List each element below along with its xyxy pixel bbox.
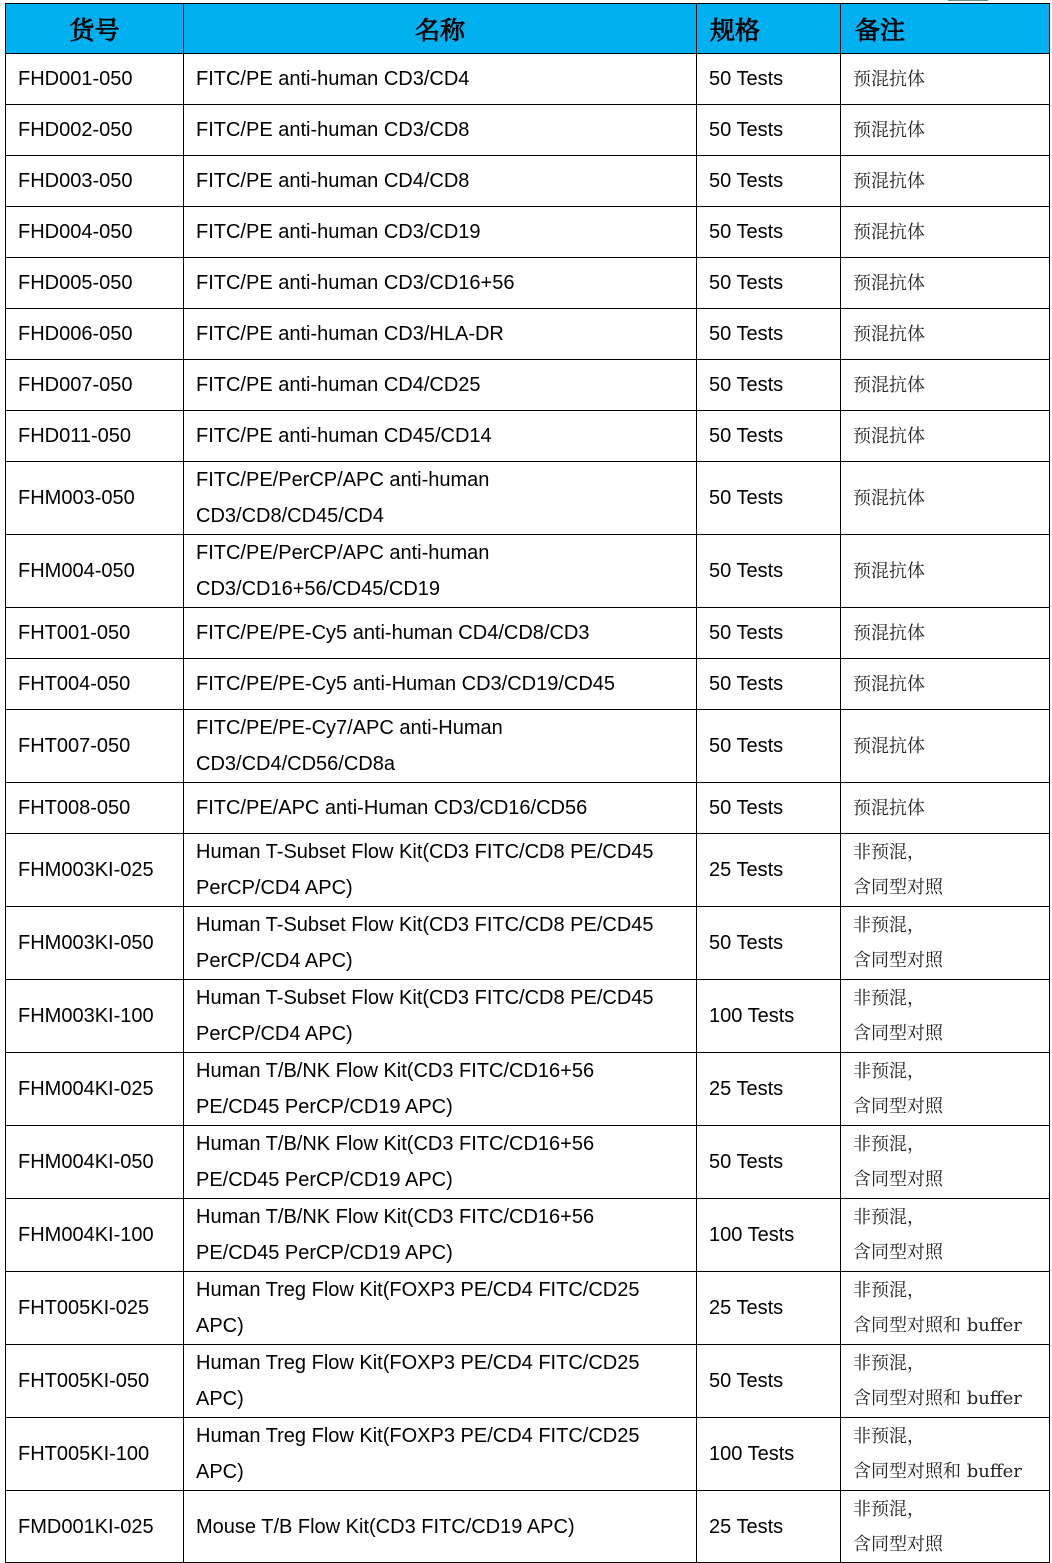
product-note-line: 含同型对照 <box>853 1169 943 1190</box>
product-spec: 50 Tests <box>697 907 841 980</box>
product-note <box>841 710 1050 783</box>
product-name-line: FITC/PE anti-human CD3/CD19 <box>196 221 481 243</box>
product-note <box>841 1199 1050 1272</box>
product-note <box>841 309 1050 360</box>
product-note-line: 非预混， <box>853 1061 925 1082</box>
product-note-line: 预混抗体 <box>853 272 925 294</box>
product-spec: 50 Tests <box>697 1126 841 1199</box>
product-note-line: 含同型对照和 buffer <box>853 1388 1022 1409</box>
product-name-line: FITC/PE/PerCP/APC anti-human <box>196 542 490 564</box>
product-name-line: CD3/CD4/CD56/CD8a <box>196 753 395 775</box>
product-code: FHD004-050 <box>6 207 184 258</box>
product-note-line: 非预混， <box>853 1426 925 1447</box>
table-row <box>6 309 1050 360</box>
table-row <box>6 1199 1050 1272</box>
product-code: FHM004KI-025 <box>6 1053 184 1126</box>
table-row <box>6 411 1050 462</box>
product-name-line: FITC/PE/PerCP/APC anti-human <box>196 469 490 491</box>
product-name-line: Human Treg Flow Kit(FOXP3 PE/CD4 FITC/CD25 <box>196 1279 640 1301</box>
product-name-line: FITC/PE/PE-Cy5 anti-human CD4/CD8/CD3 <box>196 622 590 644</box>
product-spec: 50 Tests <box>697 309 841 360</box>
product-name-line: Human Treg Flow Kit(FOXP3 PE/CD4 FITC/CD25 <box>196 1425 640 1447</box>
product-name-line: FITC/PE anti-human CD4/CD8 <box>196 170 470 192</box>
product-note-line: 预混抗体 <box>853 487 925 509</box>
product-name <box>184 207 697 258</box>
product-name-line: FITC/PE anti-human CD4/CD25 <box>196 374 481 396</box>
product-note <box>841 156 1050 207</box>
product-name-line: CD3/CD8/CD45/CD4 <box>196 505 384 527</box>
product-note <box>841 783 1050 834</box>
product-name <box>184 710 697 783</box>
product-note-line: 预混抗体 <box>853 622 925 644</box>
product-name-line: PE/CD45 PerCP/CD19 APC) <box>196 1096 453 1118</box>
product-note <box>841 980 1050 1053</box>
product-note-line: 含同型对照 <box>853 950 943 971</box>
product-name <box>184 980 697 1053</box>
table-row <box>6 907 1050 980</box>
product-code: FHM004-050 <box>6 535 184 608</box>
product-spec: 50 Tests <box>697 535 841 608</box>
product-name-line: APC) <box>196 1315 244 1337</box>
table-row <box>6 1053 1050 1126</box>
product-name <box>184 907 697 980</box>
product-note-line: 含同型对照和 buffer <box>853 1315 1022 1336</box>
product-spec: 100 Tests <box>697 1199 841 1272</box>
table-row <box>6 1345 1050 1418</box>
product-name <box>184 360 697 411</box>
product-spec: 50 Tests <box>697 207 841 258</box>
product-spec: 25 Tests <box>697 1053 841 1126</box>
product-note-line: 预混抗体 <box>853 323 925 345</box>
table-row <box>6 834 1050 907</box>
product-name <box>184 54 697 105</box>
product-code: FHM004KI-050 <box>6 1126 184 1199</box>
product-note-line: 非预混， <box>853 1353 925 1374</box>
product-code: FHM003KI-100 <box>6 980 184 1053</box>
product-name <box>184 1126 697 1199</box>
table-row <box>6 1418 1050 1491</box>
table-row <box>6 258 1050 309</box>
product-name-line: Human T/B/NK Flow Kit(CD3 FITC/CD16+56 <box>196 1060 595 1082</box>
product-code: FHD006-050 <box>6 309 184 360</box>
product-note <box>841 1126 1050 1199</box>
product-code: FHT005KI-100 <box>6 1418 184 1491</box>
product-note-line: 非预混， <box>853 988 925 1009</box>
product-spec: 50 Tests <box>697 411 841 462</box>
product-spec: 50 Tests <box>697 659 841 710</box>
product-name-line: APC) <box>196 1461 244 1483</box>
product-name-line: Human T/B/NK Flow Kit(CD3 FITC/CD16+56 <box>196 1206 595 1228</box>
product-code: FHD007-050 <box>6 360 184 411</box>
product-spec: 50 Tests <box>697 156 841 207</box>
product-code: FHT008-050 <box>6 783 184 834</box>
product-note-line: 预混抗体 <box>853 119 925 141</box>
product-name-line: Human T/B/NK Flow Kit(CD3 FITC/CD16+56 <box>196 1133 595 1155</box>
product-name-line: PE/CD45 PerCP/CD19 APC) <box>196 1242 453 1264</box>
product-note <box>841 834 1050 907</box>
table-row <box>6 105 1050 156</box>
table-row <box>6 156 1050 207</box>
product-code: FHD001-050 <box>6 54 184 105</box>
product-note-line: 预混抗体 <box>853 797 925 819</box>
product-note-line: 非预混， <box>853 1134 925 1155</box>
table-row <box>6 462 1050 535</box>
product-code: FHT004-050 <box>6 659 184 710</box>
table-row <box>6 1126 1050 1199</box>
product-note <box>841 207 1050 258</box>
product-code: FHM003KI-050 <box>6 907 184 980</box>
product-note <box>841 411 1050 462</box>
product-name <box>184 659 697 710</box>
product-note <box>841 360 1050 411</box>
product-code: FHT001-050 <box>6 608 184 659</box>
product-code: FHD011-050 <box>6 411 184 462</box>
product-note <box>841 54 1050 105</box>
product-note <box>841 1272 1050 1345</box>
product-note-line: 非预混， <box>853 1280 925 1301</box>
product-spec: 50 Tests <box>697 710 841 783</box>
product-note <box>841 462 1050 535</box>
table-row <box>6 980 1050 1053</box>
product-note-line: 预混抗体 <box>853 221 925 243</box>
product-code: FHD003-050 <box>6 156 184 207</box>
header-name: 名称 <box>184 4 697 54</box>
header-note: 备注 <box>841 4 1050 54</box>
table-row <box>6 54 1050 105</box>
table-row <box>6 783 1050 834</box>
product-note-line: 非预混， <box>853 1498 925 1520</box>
product-name-line: FITC/PE anti-human CD3/CD16+56 <box>196 272 515 294</box>
product-name-line: FITC/PE anti-human CD3/CD8 <box>196 119 470 141</box>
product-note <box>841 659 1050 710</box>
product-spec: 50 Tests <box>697 608 841 659</box>
product-spec: 50 Tests <box>697 1345 841 1418</box>
product-name-line: FITC/PE/APC anti-Human CD3/CD16/CD56 <box>196 797 588 819</box>
product-note-line: 非预混， <box>853 915 925 936</box>
product-note-line: 含同型对照 <box>853 877 943 898</box>
product-note <box>841 1345 1050 1418</box>
product-note-line: 含同型对照 <box>853 1242 943 1263</box>
product-name <box>184 1053 697 1126</box>
product-name-line: Mouse T/B Flow Kit(CD3 FITC/CD19 APC) <box>196 1515 575 1538</box>
product-name <box>184 608 697 659</box>
product-table <box>5 3 1050 1563</box>
product-note-line: 非预混， <box>853 1207 925 1228</box>
product-note <box>841 535 1050 608</box>
product-spec: 50 Tests <box>697 258 841 309</box>
product-note-line: 预混抗体 <box>853 170 925 192</box>
product-name <box>184 1345 697 1418</box>
product-name-line: FITC/PE anti-human CD45/CD14 <box>196 425 492 447</box>
product-code: FHM004KI-100 <box>6 1199 184 1272</box>
product-name <box>184 1418 697 1491</box>
table-row <box>6 535 1050 608</box>
product-note-line: 预混抗体 <box>853 735 925 757</box>
product-name <box>184 535 697 608</box>
product-name <box>184 309 697 360</box>
product-note-line: 预混抗体 <box>853 560 925 582</box>
product-name <box>184 156 697 207</box>
product-code: FHT007-050 <box>6 710 184 783</box>
product-note-line: 预混抗体 <box>853 673 925 695</box>
product-name-line: FITC/PE/PE-Cy5 anti-Human CD3/CD19/CD45 <box>196 673 616 695</box>
product-name <box>184 105 697 156</box>
product-note-line: 非预混， <box>853 842 925 863</box>
product-spec: 50 Tests <box>697 462 841 535</box>
table-row <box>6 710 1050 783</box>
product-name <box>184 1272 697 1345</box>
product-spec: 50 Tests <box>697 783 841 834</box>
product-note-line: 预混抗体 <box>853 425 925 447</box>
product-note <box>841 1053 1050 1126</box>
product-name <box>184 783 697 834</box>
product-spec: 25 Tests <box>697 834 841 907</box>
product-name-line: PerCP/CD4 APC) <box>196 1023 353 1045</box>
top-edge-mark <box>948 0 988 1</box>
product-name-line: FITC/PE anti-human CD3/CD4 <box>196 68 470 90</box>
product-note-line: 预混抗体 <box>853 374 925 396</box>
product-note <box>841 258 1050 309</box>
product-note <box>841 105 1050 156</box>
product-spec: 100 Tests <box>697 980 841 1053</box>
product-note-line: 含同型对照和 buffer <box>853 1461 1022 1482</box>
product-name-line: Human T-Subset Flow Kit(CD3 FITC/CD8 PE/CD45 <box>196 987 654 1009</box>
header-spec: 规格 <box>697 4 841 54</box>
product-spec: 50 Tests <box>697 105 841 156</box>
product-note <box>841 1418 1050 1491</box>
product-name-line: PerCP/CD4 APC) <box>196 877 353 899</box>
table-header-row <box>6 4 1050 54</box>
product-name-line: FITC/PE/PE-Cy7/APC anti-Human <box>196 717 503 739</box>
product-code: FHD005-050 <box>6 258 184 309</box>
product-spec: 50 Tests <box>697 360 841 411</box>
product-note <box>841 608 1050 659</box>
product-name <box>184 462 697 535</box>
product-name <box>184 411 697 462</box>
table-row <box>6 207 1050 258</box>
product-spec: 25 Tests <box>697 1272 841 1345</box>
product-name-line: Human Treg Flow Kit(FOXP3 PE/CD4 FITC/CD25 <box>196 1352 640 1374</box>
table-row <box>6 360 1050 411</box>
product-name-line: CD3/CD16+56/CD45/CD19 <box>196 578 441 600</box>
table-row <box>6 608 1050 659</box>
product-code: FHT005KI-025 <box>6 1272 184 1345</box>
product-note-line: 含同型对照 <box>853 1533 943 1555</box>
product-note-line: 含同型对照 <box>853 1023 943 1044</box>
product-name-line: Human T-Subset Flow Kit(CD3 FITC/CD8 PE/CD45 <box>196 841 654 863</box>
product-name-line: PE/CD45 PerCP/CD19 APC) <box>196 1169 453 1191</box>
product-name <box>184 834 697 907</box>
table-row <box>6 659 1050 710</box>
table-body <box>6 54 1050 1563</box>
product-note <box>841 907 1050 980</box>
product-name-line: PerCP/CD4 APC) <box>196 950 353 972</box>
product-name <box>184 258 697 309</box>
product-spec: 25 Tests <box>697 1491 841 1563</box>
product-note-line: 预混抗体 <box>853 68 925 90</box>
product-code: FHM003KI-025 <box>6 834 184 907</box>
product-name-line: APC) <box>196 1388 244 1410</box>
product-code: FHD002-050 <box>6 105 184 156</box>
product-code: FMD001KI-025 <box>6 1491 184 1563</box>
table-row <box>6 1272 1050 1345</box>
product-spec: 50 Tests <box>697 54 841 105</box>
product-name-line: FITC/PE anti-human CD3/HLA-DR <box>196 323 504 345</box>
product-note-line: 含同型对照 <box>853 1096 943 1117</box>
product-spec: 100 Tests <box>697 1418 841 1491</box>
product-code: FHM003-050 <box>6 462 184 535</box>
product-code: FHT005KI-050 <box>6 1345 184 1418</box>
product-name <box>184 1199 697 1272</box>
product-name-line: Human T-Subset Flow Kit(CD3 FITC/CD8 PE/CD45 <box>196 914 654 936</box>
header-code: 货号 <box>6 4 184 54</box>
